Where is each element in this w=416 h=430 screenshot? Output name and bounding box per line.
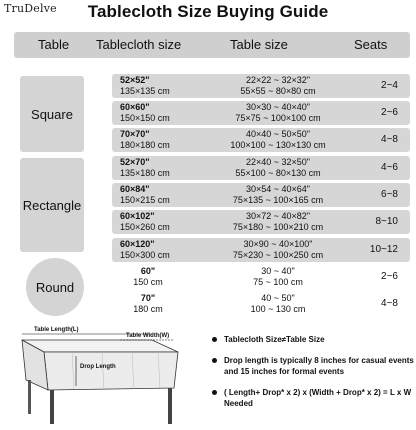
table-size-cm: 75×75 ~ 100×100 cm	[235, 113, 321, 123]
size-row	[112, 183, 410, 207]
table-size-cell	[208, 129, 348, 151]
table-size-cm: 75×230 ~ 100×250 cm	[232, 250, 324, 260]
size-row	[112, 210, 410, 234]
seats-cell: 10~12	[369, 244, 398, 255]
page-title: Tablecloth Size Buying Guide	[87, 2, 329, 21]
table-size-cm: 100×100 ~ 130×130 cm	[230, 140, 326, 150]
table-size-cell	[208, 211, 348, 233]
size-cm: 150×215 cm	[120, 195, 170, 205]
tablecloth-size-cell	[112, 293, 184, 315]
tablecloth-size-cell	[120, 184, 170, 206]
table-size-cm: 75×135 ~ 100×165 cm	[232, 195, 324, 205]
table-size-cm: 75 ~ 100 cm	[253, 277, 303, 287]
header-seats: Seats	[354, 37, 388, 52]
table-size-cell	[208, 102, 348, 124]
label-table-length: Table Length(L)	[34, 327, 79, 333]
size-row	[112, 101, 410, 125]
table-size-inches: 30×90 ~ 40×100"	[243, 239, 313, 249]
size-inches: 60"	[140, 266, 156, 276]
notes-list	[210, 334, 416, 419]
size-cm: 150×300 cm	[120, 250, 170, 260]
size-inches: 60×60"	[120, 102, 150, 112]
size-inches: 70×70"	[120, 129, 150, 139]
header-tablecloth-size: Tablecloth size	[96, 37, 182, 52]
table-size-inches: 22×40 ~ 32×50"	[245, 157, 310, 167]
tablecloth-diagram	[2, 322, 202, 430]
size-cm: 150×260 cm	[120, 222, 170, 232]
size-row	[112, 265, 410, 289]
table-size-inches: 30×30 ~ 40×40"	[245, 102, 310, 112]
table-size-cell	[208, 157, 348, 179]
table-size-cell	[208, 239, 348, 261]
table-leg	[28, 380, 31, 414]
size-inches: 52×52"	[120, 75, 150, 85]
note-item: Tablecloth Size≠Table Size	[210, 334, 416, 345]
category-round: Round	[26, 258, 84, 316]
header-table: Table	[38, 37, 70, 52]
table-top	[22, 340, 178, 352]
table-size-cell	[208, 75, 348, 97]
seats-cell: 4~6	[381, 162, 398, 173]
table-header	[14, 32, 410, 58]
size-inches: 60×102"	[120, 211, 155, 221]
seats-cell: 8~10	[375, 216, 398, 227]
tablecloth-size-cell	[120, 75, 170, 97]
size-cm: 180 cm	[133, 304, 163, 314]
tablecloth-size-cell	[120, 157, 170, 179]
brand-logo: TruDelve	[4, 2, 57, 15]
table-size-inches: 30 ~ 40"	[261, 266, 295, 276]
category-square: Square	[20, 76, 84, 152]
table-leg	[50, 390, 54, 424]
seats-cell: 6~8	[381, 189, 398, 200]
note-item: ( Length+ Drop* x 2) x (Width + Drop* x 2) = L x W Needed	[210, 387, 416, 409]
category-rectangle: Rectangle	[20, 158, 84, 252]
size-cm: 135×180 cm	[120, 168, 170, 178]
table-size-cell	[208, 266, 348, 288]
seats-cell: 4~8	[381, 134, 398, 145]
note-item: Drop length is typically 8 inches for casual events and 15 inches for formal events	[210, 355, 416, 377]
size-inches: 60×120"	[120, 239, 155, 249]
tablecloth-size-cell	[120, 211, 170, 233]
seats-cell: 2~6	[381, 271, 398, 282]
seats-cell: 4~8	[381, 298, 398, 309]
tablecloth-size-cell	[120, 129, 170, 151]
tablecloth-size-cell	[120, 102, 170, 124]
size-row	[112, 156, 410, 180]
size-cm: 150×150 cm	[120, 113, 170, 123]
table-size-inches: 40 ~ 50"	[261, 293, 295, 303]
size-cm: 150 cm	[133, 277, 163, 287]
size-cm: 135×135 cm	[120, 86, 170, 96]
table-size-inches: 22×22 ~ 32×32"	[245, 75, 310, 85]
tablecloth-size-cell	[120, 239, 170, 261]
size-inches: 52×70"	[120, 157, 150, 167]
table-size-inches: 30×72 ~ 40×82"	[245, 211, 310, 221]
seats-cell: 2~6	[381, 107, 398, 118]
size-row	[112, 238, 410, 262]
size-inches: 60×84"	[120, 184, 150, 194]
label-table-width: Table Width(W)	[126, 333, 170, 339]
table-size-cell	[208, 293, 348, 315]
size-inches: 70"	[140, 293, 156, 303]
table-size-cm: 100 ~ 130 cm	[250, 304, 306, 314]
table-size-inches: 40×40 ~ 50×50"	[245, 129, 310, 139]
header-table-size: Table size	[230, 37, 288, 52]
tablecloth-size-cell	[112, 266, 184, 288]
table-leg	[168, 388, 172, 424]
size-row	[112, 292, 410, 316]
table-size-inches: 30×54 ~ 40×64"	[245, 184, 310, 194]
seats-cell: 2~4	[381, 80, 398, 91]
table-size-cm: 75×180 ~ 100×210 cm	[232, 222, 324, 232]
table-size-cm: 55×55 ~ 80×80 cm	[240, 86, 316, 96]
table-size-cm: 55×100 ~ 80×130 cm	[235, 168, 321, 178]
front-drop	[44, 352, 178, 390]
size-cm: 180×180 cm	[120, 140, 170, 150]
size-row	[112, 128, 410, 152]
size-row	[112, 74, 410, 98]
table-size-cell	[208, 184, 348, 206]
label-drop-length: Drop Length	[80, 364, 116, 370]
